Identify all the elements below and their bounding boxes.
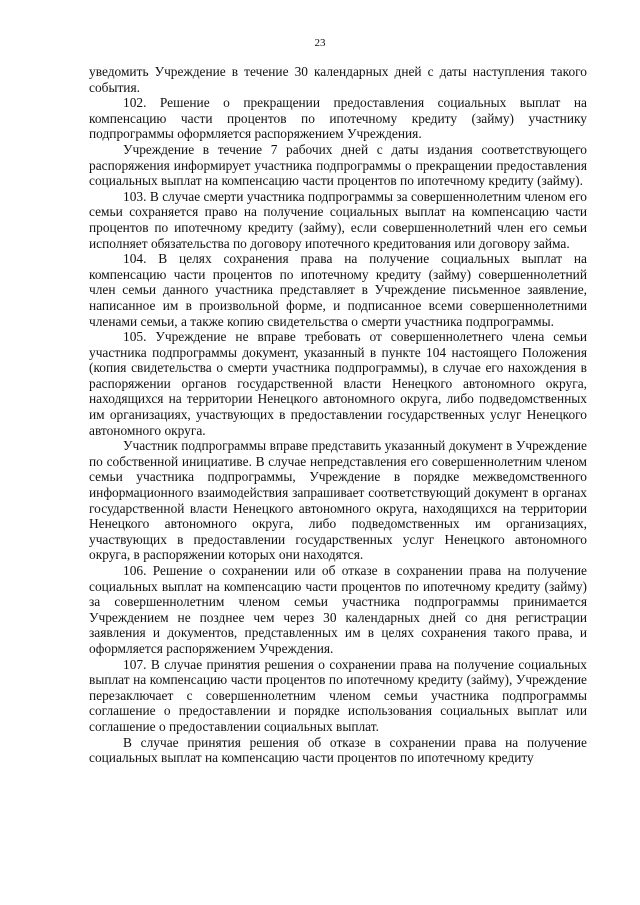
document-body — [89, 64, 587, 766]
paragraph-105: 105. Учреждение не вправе требовать от совершеннолетнего члена семьи участника подпрограммы документ, указанный в пункте 104 настоящего Положения (копия свидетельства о смерти участника подпрограммы), в случае его нахождения в распоряжении органов государственной власти Ненецкого автономного округа, находящихся на территории Ненецкого автономного округа, либо подведомственных им организациях, участвующих в предоставлении государственных услуг Ненецкого автономного округа. — [89, 329, 587, 438]
paragraph-106: 106. Решение о сохранении или об отказе в сохранении права на получение социальных выплат на компенсацию части процентов по ипотечному кредиту (займу) за совершеннолетним членом семьи участника подпрограммы принимается Учреждением не позднее чем через 30 календарных дней со дня регистрации заявления и документов, представленных им в целях сохранения такого права, и оформляется распоряжением Учреждения. — [89, 563, 587, 656]
paragraph-continuation: уведомить Учреждение в течение 30 календарных дней с даты наступления такого события. — [89, 64, 587, 95]
paragraph-107-refusal: В случае принятия решения об отказе в сохранении права на получение социальных выплат на компенсацию части процентов по ипотечному кредиту — [89, 734, 587, 766]
page-number: 23 — [314, 37, 326, 49]
paragraph-102-notice: Учреждение в течение 7 рабочих дней с даты издания соответствующего распоряжения информирует участника подпрограммы о прекращении предоставления социальных выплат на компенсацию части процентов по ипотечному кредиту (займу). — [89, 141, 587, 189]
paragraph-103: 103. В случае смерти участника подпрограммы за совершеннолетним членом его семьи сохраняется право на получение социальных выплат на компенсацию части процентов по ипотечному кредиту (займу), если совершеннолетний член его семьи исполняет обязательства по договору ипотечного кредитования или договору займа. — [89, 188, 587, 251]
paragraph-107: 107. В случае принятия решения о сохранении права на получение социальных выплат на компенсацию части процентов по ипотечному кредиту (займу), Учреждение перезаключает с совершеннолетним членом семьи участника подпрограммы соглашение о предоставлении и порядке использования социальных выплат или соглашение о предоставлении социальных выплат. — [89, 656, 587, 734]
paragraph-104: 104. В целях сохранения права на получение социальных выплат на компенсацию части процентов по ипотечному кредиту (займу) совершеннолетний член семьи данного участника представляет в Учреждение письменное заявление, написанное им в произвольной форме, и подписанное всеми совершеннолетними членами семьи, а также копию свидетельства о смерти участника подпрограммы. — [89, 251, 587, 329]
paragraph-105-initiative: Участник подпрограммы вправе представить указанный документ в Учреждение по собственной инициативе. В случае непредставления его совершеннолетним членом семьи участника подпрограммы, Учреждение в порядке межведомственного информационного взаимодействия запрашивает соответствующий документ в органах государственной власти Ненецкого автономного округа, находящихся на территории Ненецкого автономного округа, либо подведомственных им организациях, участвующих в предоставлении государственных услуг Ненецкого автономного округа, в распоряжении которых они находятся. — [89, 438, 587, 563]
paragraph-102: 102. Решение о прекращении предоставления социальных выплат на компенсацию части процентов по ипотечному кредиту (займу) участнику подпрограммы оформляется распоряжением Учреждения. — [89, 95, 587, 142]
